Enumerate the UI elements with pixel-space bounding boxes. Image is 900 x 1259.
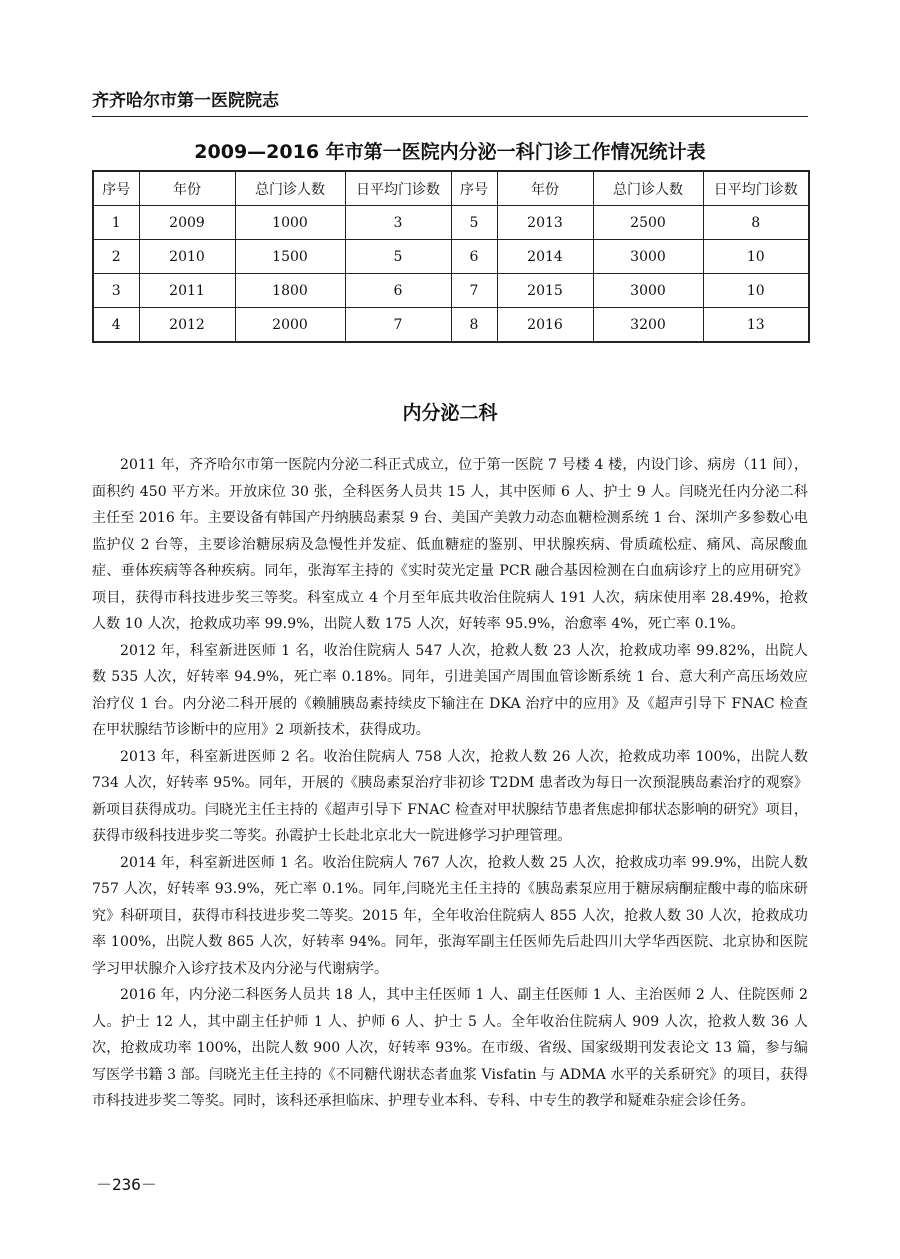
column-header: 日平均门诊数 <box>703 171 809 206</box>
table-cell: 4 <box>93 308 139 343</box>
table-cell: 1800 <box>235 274 345 308</box>
table-cell: 6 <box>345 274 451 308</box>
table-cell: 10 <box>703 240 809 274</box>
column-header: 总门诊人数 <box>235 171 345 206</box>
header-rule <box>92 116 808 117</box>
column-header: 年份 <box>497 171 593 206</box>
page-number: －236－ <box>96 1175 157 1194</box>
table-header-row <box>93 171 809 206</box>
column-header: 年份 <box>139 171 235 206</box>
table-cell: 8 <box>451 308 497 343</box>
table-title: 2009—2016 年市第一医院内分泌一科门诊工作情况统计表 <box>194 141 706 163</box>
table-cell: 5 <box>451 206 497 240</box>
table-row <box>93 240 809 274</box>
column-header: 总门诊人数 <box>593 171 703 206</box>
table-cell: 1000 <box>235 206 345 240</box>
table-cell: 2 <box>93 240 139 274</box>
table-cell: 2013 <box>497 206 593 240</box>
column-header: 序号 <box>451 171 497 206</box>
table-cell: 2012 <box>139 308 235 343</box>
table-cell: 2500 <box>593 206 703 240</box>
paragraph: 2014 年，科室新进医师 1 名。收治住院病人 767 人次，抢救人数 25 人次，抢救成功率 99.9%，出院人数 757 人次，好转率 93.9%，死亡率 0.1%。同年,闫晓光主任主持的《胰岛素泵应用于糖尿病酮症酸中毒的临床研究》科研项目，获得市科技进步奖二等奖。2015 年，全年收治住院病人 855 人次，抢救人数 30 人次，抢救成功率 100%，出院人数 865 人次，好转率 94%。同年，张海军副主任医师先后赴四川大学华西医院、北京协和医院学习甲状腺介入诊疗技术及内分泌与代谢病学。 <box>92 854 808 977</box>
table-cell: 8 <box>703 206 809 240</box>
paragraph: 2016 年，内分泌二科医务人员共 18 人，其中主任医师 1 人、副主任医师 1 人、主治医师 2 人、住院医师 2 人。护士 12 人，其中副主任护师 1 人、护师 6 人、护士 5 人。全年收治住院病人 909 人次，抢救人数 36 人次，抢救成功率 100%，出院人数 900 人次，好转率 93%。在市级、省级、国家级期刊发表论文 13 篇，参与编写医学书籍 3 部。闫晓光主任主持的《不同糖代谢状态者血浆 Visfatin 与 ADMA 水平的关系研究》的项目，获得市科技进步奖二等奖。同时，该科还承担临床、护理专业本科、专科、中专生的教学和疑难杂症会诊任务。 <box>92 987 808 1109</box>
table-row <box>93 308 809 343</box>
table-cell: 6 <box>451 240 497 274</box>
table-cell: 13 <box>703 308 809 343</box>
table-row <box>93 274 809 308</box>
table-cell: 2014 <box>497 240 593 274</box>
paragraph: 2011 年，齐齐哈尔市第一医院内分泌二科正式成立，位于第一医院 7 号楼 4 楼，内设门诊、病房（11 间），面积约 450 平方米。开放床位 30 张，全科医务人员共 15 人，其中医师 6 人、护士 9 人。闫晓光任内分泌二科主任至 2016 年。主要设备有韩国产丹纳胰岛素泵 9 台、美国产美敦力动态血糖检测系统 1 台、深圳产多参数心电监护仪 2 台等，主要诊治糖尿病及急慢性并发症、低血糖症的鉴别、甲状腺疾病、骨质疏松症、痛风、高尿酸血症、垂体疾病等各种疾病。同年，张海军主持的《实时荧光定量 PCR 融合基因检测在白血病诊疗上的应用研究》项目，获得市科技进步奖三等奖。科室成立 4 个月至年底共收治住院病人 191 人次，病床使用率 28.49%，抢救人数 10 人次，抢救成功率 99.9%，出院人数 175 人次，好转率 95.9%，治愈率 4%，死亡率 0.1%。 <box>92 457 808 632</box>
table-cell: 10 <box>703 274 809 308</box>
section-title: 内分泌二科 <box>402 402 498 424</box>
table-cell: 3 <box>93 274 139 308</box>
table-cell: 1 <box>93 206 139 240</box>
table-row <box>93 206 809 240</box>
table-cell: 2016 <box>497 308 593 343</box>
table-cell: 2010 <box>139 240 235 274</box>
table-cell: 7 <box>345 308 451 343</box>
column-header: 序号 <box>93 171 139 206</box>
table-cell: 3000 <box>593 240 703 274</box>
table-cell: 2015 <box>497 274 593 308</box>
running-header: 齐齐哈尔市第一医院院志 <box>92 91 279 111</box>
table-cell: 1500 <box>235 240 345 274</box>
table-cell: 5 <box>345 240 451 274</box>
table-cell: 7 <box>451 274 497 308</box>
table-cell: 2011 <box>139 274 235 308</box>
table-cell: 2000 <box>235 308 345 343</box>
table-cell: 2009 <box>139 206 235 240</box>
paragraph: 2012 年，科室新进医师 1 名，收治住院病人 547 人次，抢救人数 23 人次，抢救成功率 99.82%，出院人数 535 人次，好转率 94.9%，死亡率 0.18%。同年，引进美国产周围血管诊断系统 1 台、意大利产高压场效应治疗仪 1 台。内分泌二科开展的《赖脯胰岛素持续皮下输注在 DKA 治疗中的应用》及《超声引导下 FNAC 检查在甲状腺结节诊断中的应用》2 项新技术，获得成功。 <box>92 642 808 738</box>
table-cell: 3 <box>345 206 451 240</box>
column-header: 日平均门诊数 <box>345 171 451 206</box>
table-cell: 3200 <box>593 308 703 343</box>
outpatient-stats-table <box>92 170 810 343</box>
section-body <box>92 452 808 1115</box>
paragraph: 2013 年，科室新进医师 2 名。收治住院病人 758 人次，抢救人数 26 人次，抢救成功率 100%，出院人数 734 人次，好转率 95%。同年，开展的《胰岛素泵治疗非初诊 T2DM 患者改为每日一次预混胰岛素治疗的观察》新项目获得成功。闫晓光主任主持的《超声引导下 FNAC 检查对甲状腺结节患者焦虑抑郁状态影响的研究》项目，获得市级科技进步奖二等奖。孙霞护士长赴北京北大一院进修学习护理管理。 <box>92 748 808 844</box>
table-cell: 3000 <box>593 274 703 308</box>
